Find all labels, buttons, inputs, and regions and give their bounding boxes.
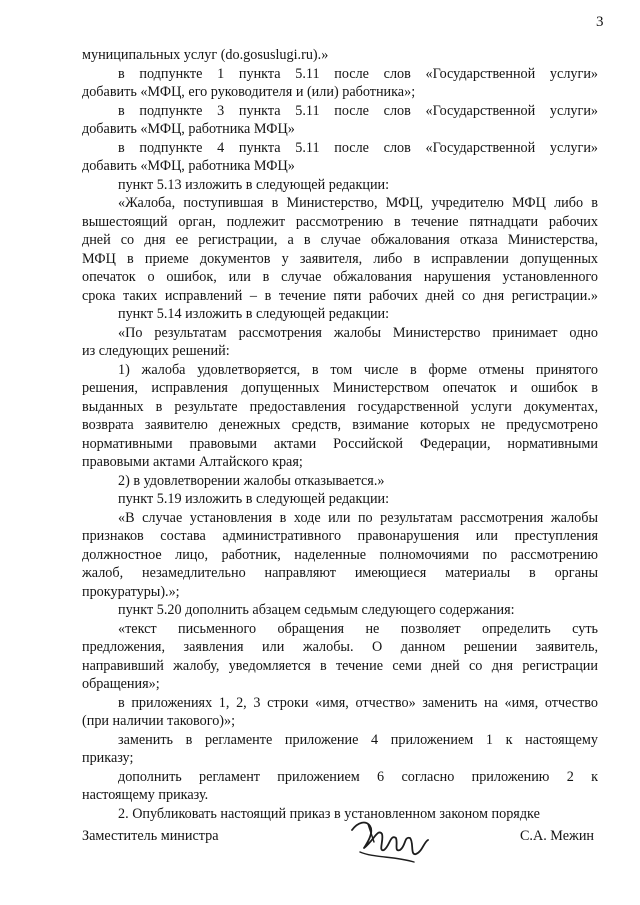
text-line: приказу; xyxy=(82,750,134,766)
text-line: 2. Опубликовать настоящий приказ в установленном законом порядке xyxy=(118,805,540,822)
text-line: пункт 5.14 изложить в следующей редакции: xyxy=(118,306,390,322)
text-line: из следующих решений: xyxy=(82,343,230,359)
text-line: признаков состава административного правонарушения или преступления xyxy=(82,528,598,544)
text-line: (при наличии такового)»; xyxy=(82,713,236,729)
text-line: направивший жалобу, уведомляется в течение семи дней со дня регистрации xyxy=(82,657,598,674)
text-line: «По результатам рассмотрения жалобы Министерство принимает одно xyxy=(118,324,598,341)
text-line: прокуратуры).»; xyxy=(82,583,180,600)
text-line: возврата заявителю денежных средств, взимание которых не предусмотрено xyxy=(82,417,598,433)
text-line: дней со дня ее регистрации, а в случае обжалования отказа Министерства, xyxy=(82,232,598,248)
text-line: предложения, заявления или жалобы. О данном решении заявитель, xyxy=(82,639,598,655)
text-line: должностное лицо, работник, наделенные полномочиями по рассмотрению xyxy=(82,546,598,563)
text-line: МФЦ в приеме документов у заявителя, либо в исправлении допущенных xyxy=(82,250,598,267)
text-line: «текст письменного обращения не позволяет определить суть xyxy=(118,620,598,637)
text-line: в приложениях 1, 2, 3 строки «имя, отчество» заменить на «имя, отчество xyxy=(118,694,598,711)
signatory-title: Заместитель министра xyxy=(82,828,219,844)
text-line: вышестоящий орган, подлежит рассмотрению в течение пятнадцати рабочих xyxy=(82,213,598,230)
text-line: решения, исправления допущенных Министерством опечаток и ошибок в xyxy=(82,380,598,396)
text-line: выданных в результате предоставления государственной услуги документах, xyxy=(82,398,598,415)
text-line: нормативными правовыми актами Российской Федерации, нормативными xyxy=(82,435,598,452)
text-line: «В случае установления в ходе или по результатам рассмотрения жалобы xyxy=(118,509,598,526)
text-line: 1) жалоба удовлетворяется, в том числе в форме отмены принятого xyxy=(118,361,598,378)
text-line: правовыми актами Алтайского края; xyxy=(82,454,303,470)
text-line: 2) в удовлетворении жалобы отказывается.» xyxy=(118,472,385,489)
text-line: в подпункте 1 пункта 5.11 после слов «Государственной услуги» xyxy=(118,65,598,82)
text-line: в подпункте 4 пункта 5.11 после слов «Государственной услуги» xyxy=(118,139,598,156)
text-line: добавить «МФЦ, работника МФЦ» xyxy=(82,121,295,137)
text-line: пункт 5.13 изложить в следующей редакции: xyxy=(118,176,390,193)
page-number: 3 xyxy=(596,14,604,30)
text-line: муниципальных услуг (do.gosuslugi.ru).» xyxy=(82,47,329,63)
text-line: в подпункте 3 пункта 5.11 после слов «Государственной услуги» xyxy=(118,102,598,119)
text-line: «Жалоба, поступившая в Министерство, МФЦ, учредителю МФЦ либо в xyxy=(118,195,598,211)
text-line: обращения»; xyxy=(82,676,160,692)
text-line: добавить «МФЦ, его руководителя и (или) работника»; xyxy=(82,84,416,100)
text-line: добавить «МФЦ, работника МФЦ» xyxy=(82,158,295,174)
text-line: пункт 5.20 дополнить абзацем седьмым следующего содержания: xyxy=(118,602,515,618)
signature-block xyxy=(82,818,598,868)
text-line: пункт 5.19 изложить в следующей редакции: xyxy=(118,491,390,507)
text-line: дополнить регламент приложением 6 согласно приложению 2 к xyxy=(118,768,598,785)
text-line: заменить в регламенте приложение 4 приложением 1 к настоящему xyxy=(118,731,598,748)
text-line: жалоб, незамедлительно направляют имеющиеся материалы в органы xyxy=(82,565,598,581)
document-body xyxy=(82,46,598,823)
text-line: настоящему приказу. xyxy=(82,787,209,803)
text-line: опечаток о ошибок, или в случае обжалования нарушения установленного xyxy=(82,269,598,285)
signatory-name: С.А. Межин xyxy=(519,828,594,844)
handwritten-signature xyxy=(344,812,434,868)
text-line: срока таких исправлений – в течение пяти рабочих дней со дня регистрации.» xyxy=(82,287,598,304)
